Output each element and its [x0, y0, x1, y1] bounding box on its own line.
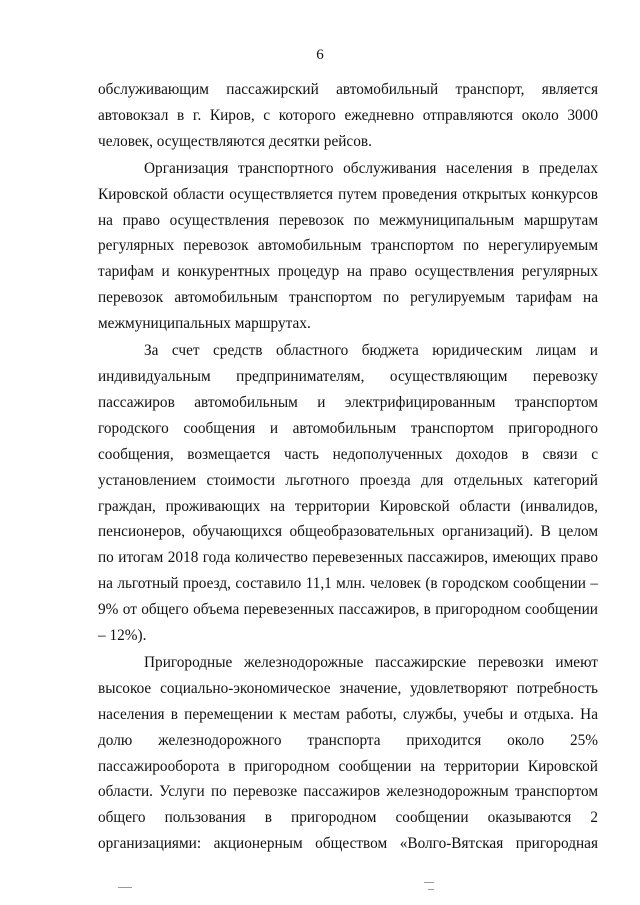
scan-speck: [118, 887, 132, 888]
paragraph-transport-organization: Организация транспортного обслуживания населения в пределах Кировской области осуществляется путем проведения открытых конкурсов на право осуществления перевозок по межмуниципальным маршрутам регулярных перевозок автомобильным транспортом по нерегулируемым тарифам и конкурентных процедур на право осуществления регулярных перевозок автомобильным транспортом по регулируемым тарифам на межмуниципальных маршрутах.: [98, 159, 598, 333]
body-text: [98, 77, 598, 857]
scan-speck: [424, 882, 434, 883]
scan-speck: [428, 889, 434, 890]
paragraph-budget-compensation: За счет средств областного бюджета юридическим лицам и индивидуальным предпринимателям, осуществляющим перевозку пассажиров автомобильным и электрифицированным транспортом городского сообщения и автомобильным транспортом пригородного сообщения, возмещается часть недополученных доходов в связи с установлением стоимости льготного проезда для отдельных категорий граждан, проживающих на территории Кировской области (инвалидов, пенсионеров, обучающихся общеобразовательных организаций). В целом по итогам 2018 года количество перевезенных пассажиров, имеющих право на льготный проезд, составило 11,1 млн. человек (в городском сообщении – 9% от общего объема перевезенных пассажиров, в пригородном сообщении – 12%).: [98, 342, 598, 645]
paragraph-railway-transport: Пригородные железнодорожные пассажирские перевозки имеют высокое социально-экономическое значение, удовлетворяют потребность населения в перемещении к местам работы, службы, учебы и отдыха. На долю железнодорожного транспорта приходится около 25% пассажирооборота в пригородном сообщении на территории Кировской области. Услуги по перевозке пассажиров железнодорожным транспортом общего пользования в пригородном сообщении оказываются 2 организациями: акционерным обществом «Волго-Вятская пригородная: [98, 653, 598, 853]
paragraph-continuation: обслуживающим пассажирский автомобильный транспорт, является автовокзал в г. Киров, с которого ежедневно отправляются около 3000 человек, осуществляются десятки рейсов.: [98, 81, 598, 150]
page-number: 6: [316, 47, 324, 63]
